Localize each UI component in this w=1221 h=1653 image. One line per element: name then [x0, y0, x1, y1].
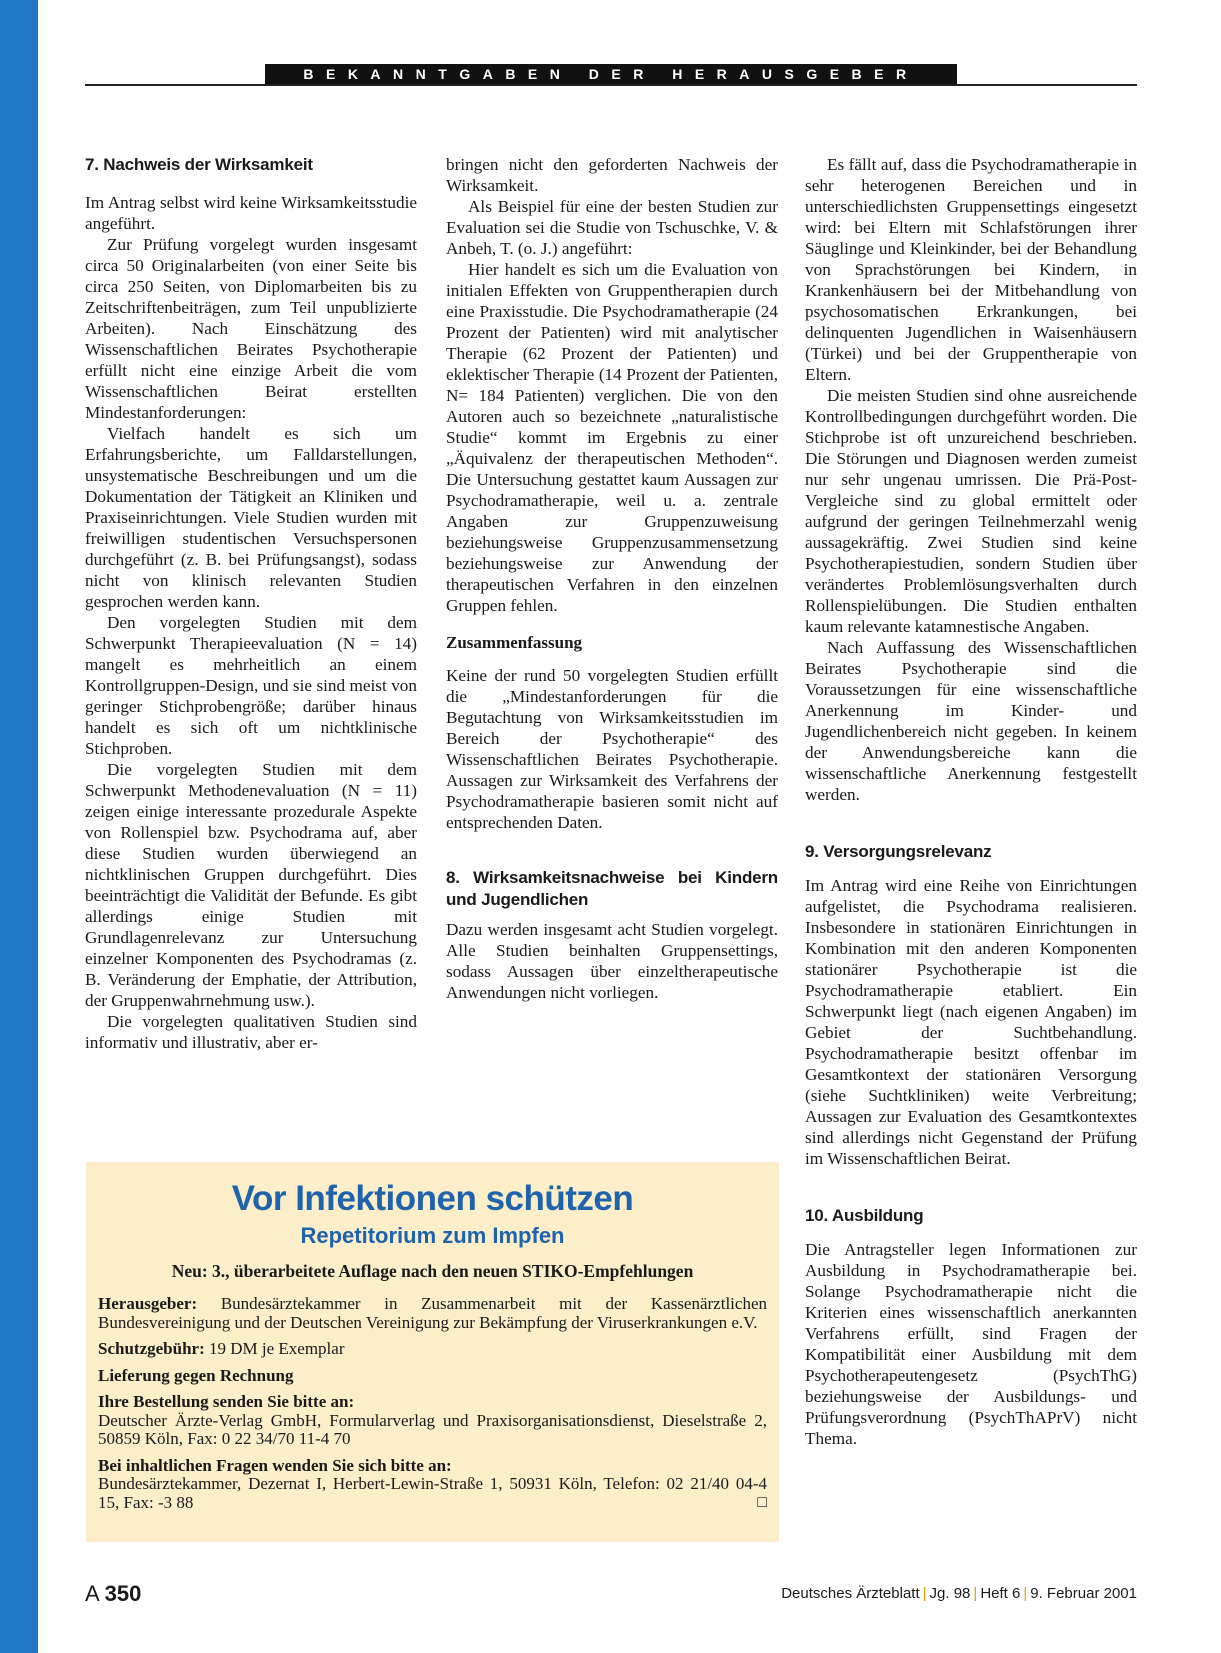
paragraph: Die meisten Studien sind ohne ausreichende Kontrollbedingungen durchgeführt worden. Die Stichprobe ist oft unzureichend beschrieben. Die Störungen und Diagnosen werden zumeist nur sehr ungenau umrissen. Die Prä-Post-Vergleiche sind zu global ermittelt oder aufgrund der geringen Teilnehmerzahl wenig aussagekräftig. Zwei Studien sind keine Psychotherapiestudien, sondern Studien über verändertes Problemlösungsverhalten durch Rollenspielübungen. Die Studien enthalten kaum relevante katamnestische Angaben.	[805, 386, 1137, 636]
paragraph: Hier handelt es sich um die Evaluation von initialen Effekten von Gruppentherapien durch eine Praxisstudie. Die Psychodramatherapie (24 Prozent der Patienten) wird mit analytischer Therapie (62 Prozent der Patienten) und eklektischer Therapie (14 Prozent der Patienten, N= 184 Patienten) verglichen. Die von den Autoren auch so bezeichnete „naturalistische Studie“ kommt im Ergebnis zu einer „Äquivalenz der therapeutischen Methoden“. Die Untersuchung gestattet kaum Aussagen zur Psychodramatherapie, weil u. a. zentrale Angaben zur Gruppenzuweisung beziehungsweise Gruppenzusammensetzung beziehungsweise zur Anwendung der therapeutischen Verfahren in den einzelnen Gruppen fehlen.	[446, 260, 778, 615]
promo-box	[86, 1162, 779, 1542]
publisher-label: Herausgeber:	[98, 1294, 198, 1313]
separator: |	[1023, 1585, 1028, 1602]
heading-10: 10. Ausbildung	[805, 1206, 924, 1225]
promo-order	[98, 1393, 767, 1449]
questions-label: Bei inhaltlichen Fragen wenden Sie sich bitte an:	[98, 1455, 452, 1475]
publisher-text: Bundesärztekammer in Zusammenarbeit mit der Kassenärztlichen Bundesvereinigung und der Deutschen Vereinigung zur Bekämpfung der Viruserkrankungen e.V.	[98, 1294, 767, 1332]
paragraph: Nach Auffassung des Wissenschaftlichen Beirates Psychotherapie sind die Voraussetzungen für eine wissenschaftliche Anerkennung im Kinder- und Jugendlichenbereich nicht gegeben. In keinem der Anwendungsbereiche kann die wissenschaftliche Anerkennung festgestellt werden.	[805, 638, 1137, 804]
end-mark-icon: □	[757, 1493, 767, 1511]
heading-summary: Zusammenfassung	[446, 633, 583, 652]
promo-title: Vor Infektionen schützen	[231, 1179, 634, 1218]
promo-delivery	[98, 1367, 767, 1386]
edge-color-bar	[0, 0, 38, 1653]
column-2	[446, 154, 778, 1003]
promo-subtitle: Repetitorium zum Impfen	[300, 1223, 565, 1248]
paragraph: Vielfach handelt es sich um Erfahrungsberichte, um Falldarstellungen, unsystematische Beschreibungen und um die Dokumentation der Tätigkeit an Kliniken und Praxiseinrichtungen. Viele Studien wurden mit freiwilligen studentischen Versuchspersonen durchgeführt (z. B. bei Prüfungsangst), sodass nicht von klinisch relevanten Studien gesprochen werden kann.	[85, 424, 417, 611]
journal-footer	[781, 1583, 1137, 1605]
paragraph: Im Antrag selbst wird keine Wirksamkeitsstudie angeführt.	[85, 193, 417, 233]
paragraph: Zur Prüfung vorgelegt wurden insgesamt circa 50 Originalarbeiten (von einer Seite bis circa 250 Seiten, von Diplomarbeiten bis zu Zeitschriftenbeiträgen, zum Teil unpublizierte Arbeiten). Nach Einschätzung des Wissenschaftlichen Beirates Psychotherapie erfüllt nicht eine einzige Arbeit die vom Wissenschaftlichen Beirat erstellten Mindestanforderungen:	[85, 235, 417, 422]
journal-issue: Heft 6	[980, 1585, 1021, 1602]
order-text: Deutscher Ärzte-Verlag GmbH, Formularverlag und Praxisorganisationsdienst, Dieselstraße 2, 50859 Köln, Fax: 0 22 34/70 11-4 70	[98, 1410, 767, 1448]
paragraph: Es fällt auf, dass die Psychodramatherapie in sehr heterogenen Bereichen und in unterschiedlichsten Gruppensettings eingesetzt wird: bei Eltern mit Schlafstörungen ihrer Säuglinge und Kleinkinder, bei der Behandlung von Sprachstörungen bei Kindern, in Krankenhäusern bei der Mitbehandlung von psychosomatischen Erkrankungen, bei delinquenten Jugendlichen in Waisenhäusern (Türkei) und bei der Gruppentherapie von Eltern.	[805, 155, 1137, 384]
journal-date: 9. Februar 2001	[1030, 1585, 1137, 1602]
delivery-label: Lieferung gegen Rechnung	[98, 1365, 294, 1385]
fee-label: Schutzgebühr:	[98, 1339, 205, 1358]
paragraph: Den vorgelegten Studien mit dem Schwerpunkt Therapieevaluation (N = 14) mangelt es mehrheitlich an einem Kontrollgruppen-Design, und sie sind meist von geringer Stichprobengröße; darüber hinaus handelt es sich oft um nichtklinische Stichproben.	[85, 613, 417, 758]
heading-8: 8. Wirksamkeitsnachweise bei Kindern und Jugendlichen	[446, 868, 778, 909]
promo-body	[98, 1295, 767, 1520]
page-prefix: A	[85, 1581, 99, 1606]
journal-name: Deutsches Ärzteblatt	[781, 1585, 920, 1602]
paragraph: Die Antragsteller legen Informationen zur Ausbildung in Psychodramatherapie bei. Solange Psychodramatherapie nicht die Kriterien eines wissenschaftlich anerkannten Verfahrens erfüllt, sind Fragen der Kompatibilität einer Ausbildung mit dem Psychotherapeutengesetz (PsychThG) beziehungsweise der Ausbildungs- und Prüfungsverordnung (PsychThAPrV) nicht Thema.	[805, 1240, 1137, 1448]
paragraph: Dazu werden insgesamt acht Studien vorgelegt. Alle Studien beinhalten Gruppensettings, sodass Aussagen über einzeltherapeutische Anwendungen nicht vorliegen.	[446, 920, 778, 1002]
header-rule	[85, 84, 1137, 86]
heading-7: 7. Nachweis der Wirksamkeit	[85, 155, 313, 174]
paragraph: Keine der rund 50 vorgelegten Studien erfüllt die „Mindestanforderungen für die Begutachtung von Wirksamkeitsstudien im Bereich der Psychotherapie“ des Wissenschaftlichen Beirates Psychotherapie. Aussagen zur Wirksamkeit des Verfahrens der Psychodramatherapie basieren somit nicht auf entsprechenden Daten.	[446, 666, 778, 832]
separator: |	[973, 1585, 978, 1602]
fee-text: 19 DM je Exemplar	[204, 1339, 345, 1358]
paragraph: Im Antrag wird eine Reihe von Einrichtungen aufgelistet, die Psychodrama realisieren. Insbesondere in stationären Einrichtungen in Kombination mit den anderen Komponenten stationärer Psychotherapie ist die Psychodramatherapie etabliert. Ein Schwerpunkt liegt (nach eigenen Angaben) im Gebiet der Suchtbehandlung. Psychodramatherapie besitzt offenbar im Gesamtkontext der stationären Versorgung (siehe Suchtkliniken) weite Verbreitung; Aussagen zur Evaluation des Gesamtkontextes sind allerdings nicht Gegenstand der Prüfung im Wissenschaftlichen Beirat.	[805, 876, 1137, 1168]
questions-text: Bundesärztekammer, Dezernat I, Herbert-Lewin-Straße 1, 50931 Köln, Telefon: 02 21/40 04-4 15, Fax: -3 88	[98, 1474, 767, 1512]
promo-questions	[98, 1457, 767, 1513]
page-number	[85, 1581, 141, 1607]
promo-publisher	[98, 1295, 767, 1332]
paragraph: Die vorgelegten Studien mit dem Schwerpunkt Methodenevaluation (N = 11) zeigen einige interessante prozedurale Aspekte von Rollenspiel bzw. Psychodrama auf, aber diese Studien wurden überwiegend an nichtklinischen Gruppen durchgeführt. Dies beeinträchtigt die Validität der Befunde. Es gibt allerdings einige Studien mit Grundlagenrelevanz zur Untersuchung einzelner Komponenten des Psychodramas (z. B. Veränderung der Emphatie, der Attribution, der Gruppenwahrnehmung usw.).	[85, 760, 417, 1010]
column-1	[85, 154, 417, 1053]
separator: |	[922, 1585, 927, 1602]
heading-9: 9. Versorgungsrelevanz	[805, 842, 992, 861]
column-3	[805, 154, 1137, 1449]
page-number-value: 350	[104, 1581, 142, 1606]
promo-fee	[98, 1340, 767, 1359]
section-header: BEKANNTGABEN DER HERAUSGEBER	[265, 64, 957, 84]
promo-edition: Neu: 3., überarbeitete Auflage nach den neuen STIKO-Empfehlungen	[171, 1261, 694, 1281]
paragraph: Die vorgelegten qualitativen Studien sind informativ und illustrativ, aber er-	[85, 1012, 417, 1052]
order-label: Ihre Bestellung senden Sie bitte an:	[98, 1392, 355, 1411]
paragraph: bringen nicht den geforderten Nachweis der Wirksamkeit.	[446, 155, 778, 195]
journal-volume: Jg. 98	[929, 1585, 971, 1602]
paragraph: Als Beispiel für eine der besten Studien zur Evaluation sei die Studie von Tschuschke, V. & Anbeh, T. (o. J.) angeführt:	[446, 197, 778, 258]
